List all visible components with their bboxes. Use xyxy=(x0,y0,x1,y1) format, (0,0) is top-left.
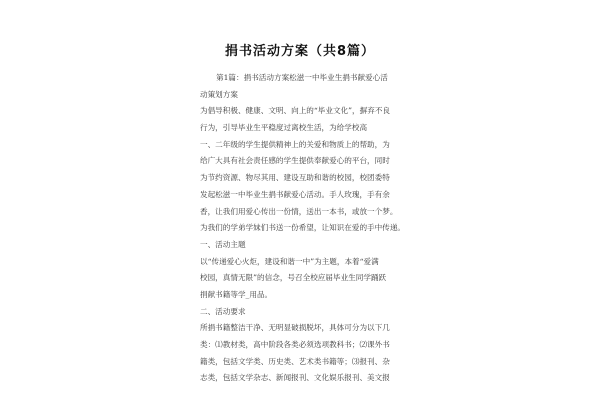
paragraph-line: 发起松滋一中毕业生捐书献爱心活动。手人玫瑰，手有余 xyxy=(200,189,390,199)
paragraph-line: 以“传递爱心火炬，建设和谐一中”为主题，本着“爱满 xyxy=(200,256,379,266)
section-heading: 一、活动主题 xyxy=(200,239,246,249)
paragraph-line: 动策划方案 xyxy=(200,89,238,99)
section-heading: 二、活动要求 xyxy=(200,306,246,316)
paragraph-line: 籍类，包括文学类、历史类、艺术类书籍等；⑶报刊、杂 xyxy=(200,356,390,366)
paragraph-line: 一、二年级的学生提供精神上的关爱和物质上的帮助，为 xyxy=(200,139,390,149)
paragraph-line: 香，让我们用爱心传出一份情，送出一本书，或放一个梦。 xyxy=(200,206,398,216)
paragraph-line: 给广大具有社会责任感的学生提供奉献爱心的平台，同时 xyxy=(200,156,390,166)
document-title: 捐书活动方案（共8篇） xyxy=(224,44,376,59)
paragraph-line: 校园，真情无限”的信念，号召全校应届毕业生同学踊跃 xyxy=(200,273,387,283)
paragraph-line: 为节约资源、物尽其用、建设互助和谐的校园，校团委特 xyxy=(200,173,390,183)
paragraph-line: 所捐书籍整洁干净、无明显破损脱坏，具体可分为以下几 xyxy=(200,323,390,333)
document-body xyxy=(200,70,408,387)
paragraph-line: 类：⑴教材类，高中阶段各类必须选项教科书；⑵课外书 xyxy=(200,340,390,349)
paragraph-line: 行为，引导毕业生平稳度过离校生活，为给学校高 xyxy=(200,123,368,133)
paragraph-line: 为倡导积极、健康、文明、向上的“毕业文化”，摒弃不良 xyxy=(200,106,391,116)
paragraph-line: 第1篇：捐书活动方案松滋一中毕业生捐书献爱心活 xyxy=(216,73,388,82)
paragraph-line: 为我们的学弟学妹们书送一份希望，让知识在爱的手中传递。 xyxy=(200,223,406,233)
paragraph-line: 捐献书籍等学_用品。 xyxy=(200,289,273,299)
paragraph-line: 志类，包括文学杂志、新闻报刊、文化娱乐报刊、美文报 xyxy=(200,373,390,383)
